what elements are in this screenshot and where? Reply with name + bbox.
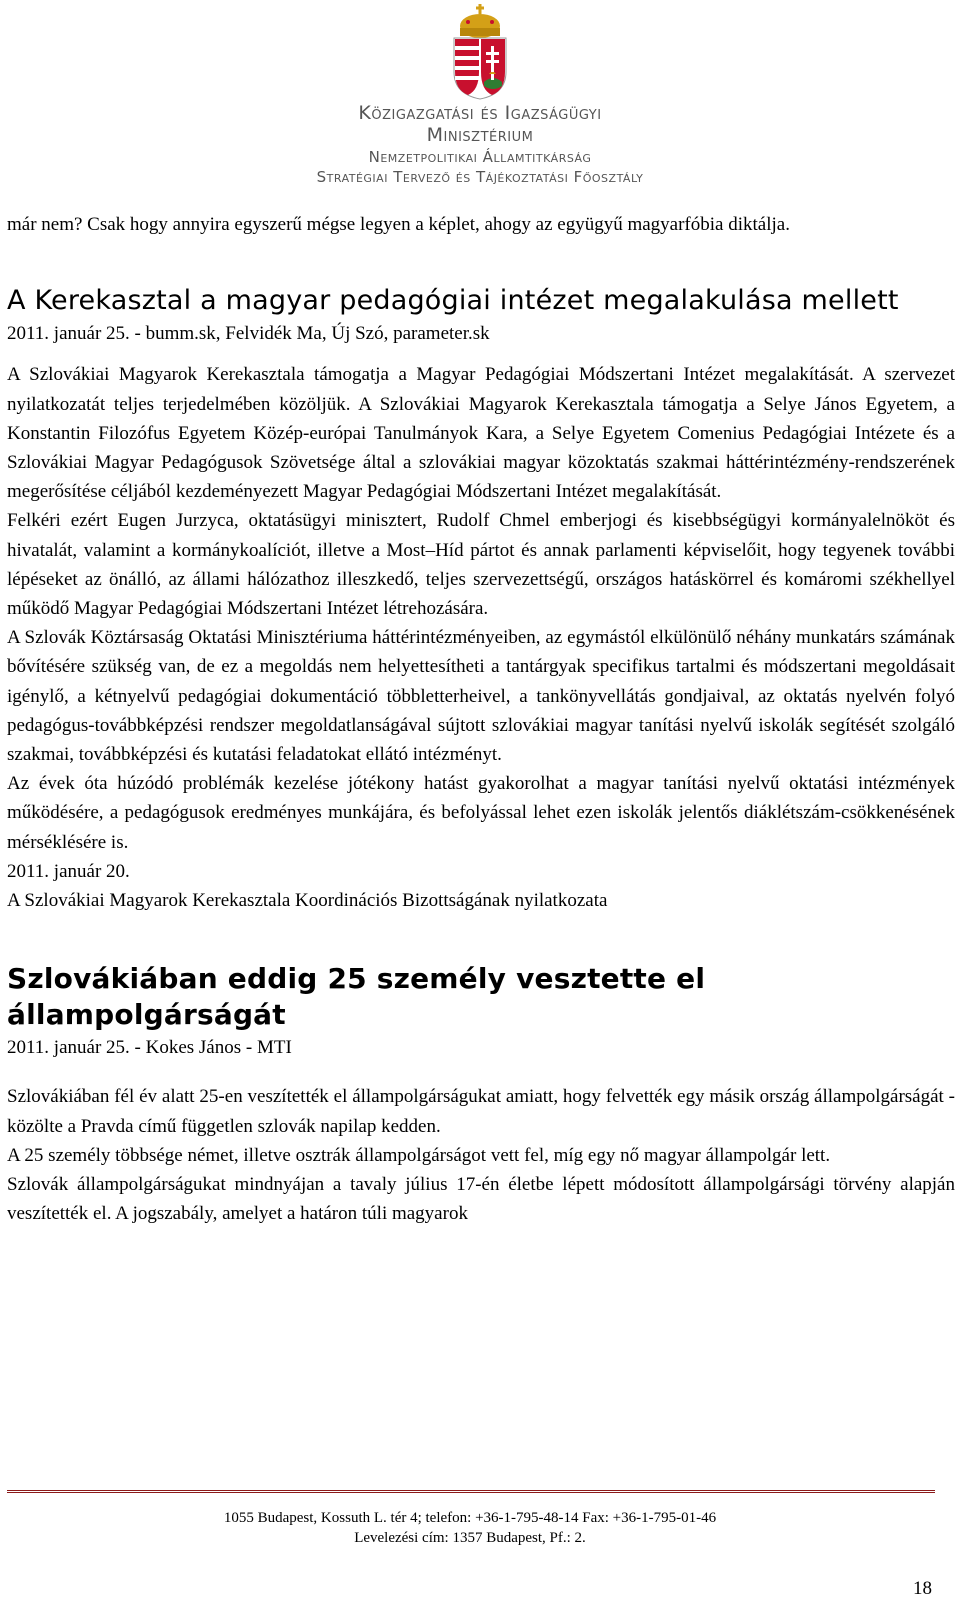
article-byline: 2011. január 25. - Kokes János - MTI: [7, 1037, 292, 1059]
article-paragraph: A Szlovák Köztársaság Oktatási Minisztériuma háttérintézményeiben, az egymástól elkülönülő néhány munkatárs számának bővítésére szükség van, de ez a megoldás nem helyettesítheti a tantárgyak specifikus tartalmi és módszertani megoldásait igénylő, a kétnyelvű pedagógiai dokumentáció többletterheivel, a tankönyvellátás gondjaival, az oktatás nyelvén folyó pedagógus-továbbképzési rendszer megoldatlanságával sújtott szlovákiai magyar tanítási nyelvű iskolák segítését szolgáló szakmai, továbbképzési és kutatási feladatokat ellátó intézményt.: [7, 627, 955, 766]
hungarian-coat-of-arms-icon: [448, 2, 512, 100]
article-paragraph: Szlovákiában fél év alatt 25-en veszítették el állampolgárságukat amiatt, hogy felvették egy másik ország állampolgárságát - közölte a Pravda című független szlovák napilap kedden.: [7, 1086, 955, 1137]
ministry-name-2: Minisztérium: [426, 124, 534, 146]
ministry-name: Közigazgatási és Igazságügyi: [358, 102, 602, 124]
article-title: A Kerekasztal a magyar pedagógiai intézet megalakulása mellett: [7, 285, 899, 317]
footer-address: 1055 Budapest, Kossuth L. tér 4; telefon: +36-1-795-48-14 Fax: +36-1-795-01-46: [223, 1510, 717, 1526]
document-body: [7, 210, 955, 1228]
article-signature: A Szlovákiai Magyarok Kerekasztala Koordinációs Bizottságának nyilatkozata: [7, 890, 608, 912]
article-byline: 2011. január 25. - bumm.sk, Felvidék Ma, Új Szó, parameter.sk: [7, 323, 490, 345]
article-paragraph: A 25 személy többsége német, illetve osztrák állampolgárságot vett fel, míg egy nő magyar állampolgár lett.: [7, 1144, 831, 1166]
article-title: Szlovákiában eddig 25 személy vesztette el állampolgárságát: [7, 962, 706, 1032]
article-paragraph: A Szlovákiai Magyarok Kerekasztala támogatja a Magyar Pedagógiai Módszertani Intézet megalakítását. A szervezet nyilatkozatát teljes terjedelmében közöljük. A Szlovákiai Magyarok Kerekasztala támogatja a Selye János Egyetem, a Konstantin Filozófus Egyetem Közép-európai Tanulmányok Kara, a Selye Egyetem Comenius Pedagógiai Intézete és a Szlovákiai Magyar Pedagógusok Szövetsége által a szlovákiai magyar közoktatás szakmai háttérintézmény-rendszerének megerősítése céljából kezdeményezett Magyar Pedagógiai Módszertani Intézet megalakítását.: [7, 364, 955, 503]
article-paragraph: Szlovák állampolgárságukat mindnyájan a tavaly július 17-én életbe lépett módosított állampolgársági törvény alapján veszítették el. A jogszabály, amelyet a határon túli magyarok: [7, 1174, 955, 1225]
page-header: [0, 0, 960, 200]
footer-mailing-address: Levelezési cím: 1357 Budapest, Pf.: 2.: [354, 1530, 586, 1546]
page-number: 18: [913, 1578, 932, 1599]
footer-divider: [7, 1490, 935, 1493]
state-secretariat: Nemzetpolitikai Államtitkárság: [368, 148, 592, 166]
article-paragraph: Az évek óta húzódó problémák kezelése jótékony hatást gyakorolhat a magyar tanítási nyelvű oktatási intézmények működésére, a pedagógusok eredményes munkájára, és befolyással lehet ezen iskolák jelentős diáklétszám-csökkenésének mérséklésére is.: [7, 773, 955, 853]
continued-paragraph: már nem? Csak hogy annyira egyszerű mégse legyen a képlet, ahogy az együgyű magyarfóbia diktálja.: [7, 214, 790, 235]
department-name: Stratégiai Tervező és Tájékoztatási Főosztály: [316, 168, 644, 186]
article-date: 2011. január 20.: [7, 860, 130, 882]
article-paragraph: Felkéri ezért Eugen Jurzyca, oktatásügyi minisztert, Rudolf Chmel emberjogi és kisebbségügyi kormányalelnököt és hivatalát, valamint a kormánykoalíciót, illetve a Most–Híd pártot és annak parlamenti képviselőit, hogy tegyenek további lépéseket az önálló, az állami hálózathoz illeszkedő, teljes szervezettségű, országos hatáskörrel és komáromi székhellyel működő Magyar Pedagógiai Módszertani Intézet létrehozására.: [7, 510, 955, 620]
